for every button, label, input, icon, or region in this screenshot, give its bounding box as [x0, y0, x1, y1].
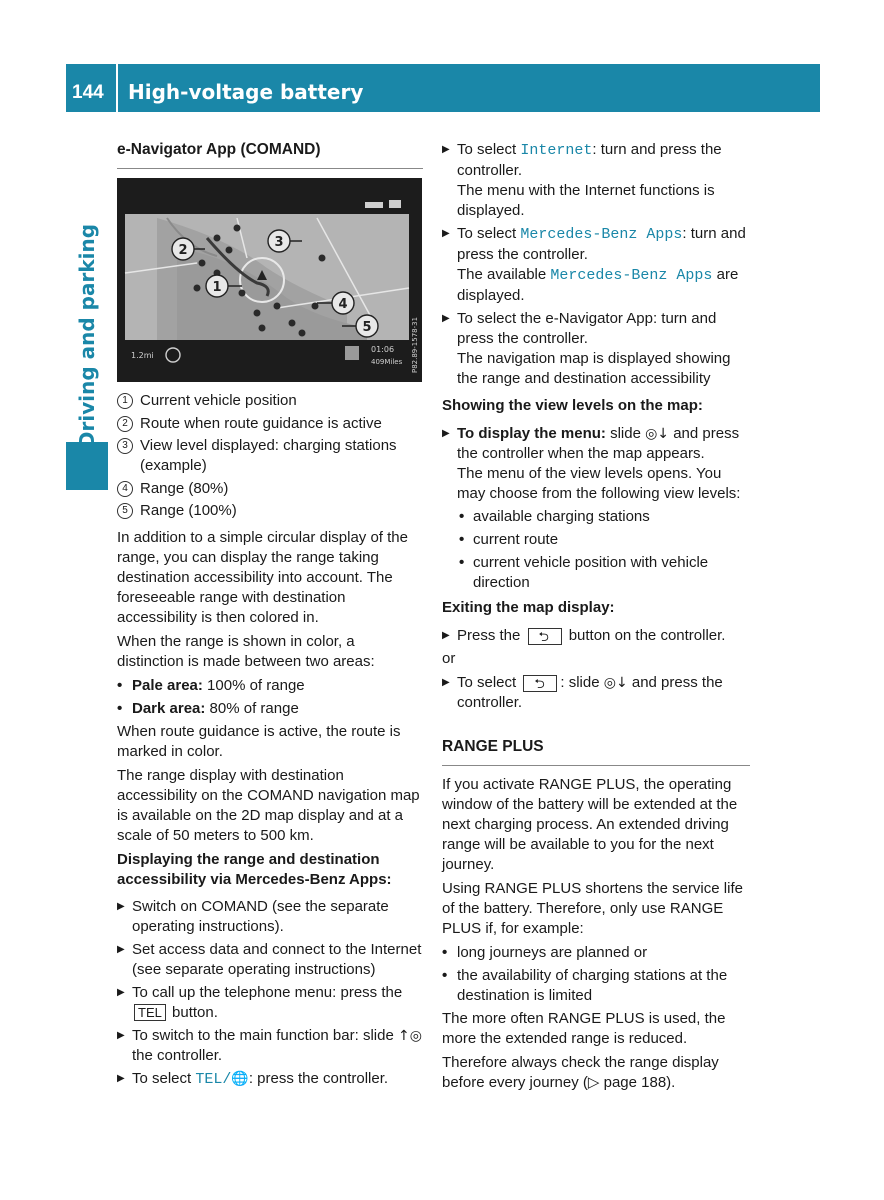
- list-item: • current route: [459, 531, 559, 548]
- map-scale-label: 1.2mi: [131, 351, 154, 360]
- map-side-code: P82.89-1578-31: [411, 316, 419, 373]
- back-button-icon: [528, 628, 562, 645]
- map-callout-2: 2: [178, 243, 188, 258]
- step-telephone-menu: ▶ To call up the telephone menu: press the TEL button.: [117, 984, 403, 1021]
- map-illustration: [117, 178, 422, 382]
- legend-item: 5 Range (100%): [117, 501, 423, 521]
- list-item: • available charging stations: [459, 508, 650, 525]
- map-callout-3: 3: [274, 235, 284, 250]
- paragraph-range-plus-intro: If you activate RANGE PLUS, the operating window of the battery will be extended at the next charging process. An extended driving range will be available to you for the next journey.: [442, 776, 738, 873]
- map-range-label: 409Miles: [371, 358, 403, 366]
- legend-item: 3 View level displayed: charging stations (example): [117, 436, 423, 476]
- step-main-function-bar: ▶ To switch to the main function bar: slide ↑◎ the controller.: [117, 1027, 422, 1064]
- or-text: or: [442, 650, 456, 667]
- right-column: [442, 140, 750, 1097]
- step-select-tel: ▶ To select TEL/🌐: press the controller.: [117, 1070, 389, 1088]
- bullet-pale-area: • Pale area: 100% of range: [117, 677, 305, 694]
- page-title: High-voltage battery: [128, 80, 364, 104]
- list-item: • current vehicle position with vehicle direction: [459, 554, 709, 591]
- header-divider: [116, 64, 118, 112]
- map-time-label: 01:06: [371, 345, 395, 354]
- paragraph-range-plus-check: Therefore always check the range display before every journey (▷ page 188).: [442, 1054, 719, 1091]
- back-button-icon: [523, 675, 557, 692]
- controller-slide-down-icon: ◎↓: [645, 426, 670, 442]
- step-select-internet: ▶ To select Internet: turn and press the controller. The menu with the Internet functions is displayed.: [442, 141, 722, 219]
- list-item: • long journeys are planned or: [442, 944, 648, 961]
- section-title-enavigator: e-Navigator App (COMAND): [117, 140, 423, 169]
- subheading-exit-map: Exiting the map display:: [442, 599, 615, 616]
- paragraph-range-plus-service: Using RANGE PLUS shortens the service life of the battery. Therefore, only use RANGE PLUS if, for example:: [442, 880, 743, 937]
- step-select-back: ▶ To select ⮌ : slide ◎↓ and press the controller.: [442, 673, 750, 713]
- legend-item: 2 Route when route guidance is active: [117, 414, 423, 434]
- section-title-range-plus: RANGE PLUS: [442, 737, 750, 766]
- tel-key: TEL: [134, 1004, 166, 1021]
- step-display-menu: ▶ To display the menu: slide ◎↓ and press the controller when the map appears. The menu of the view levels opens. You may choose from the following view levels:: [442, 425, 741, 502]
- paragraph-route-marked: When route guidance is active, the route is marked in color.: [117, 723, 401, 760]
- step-switch-on: ▶ Switch on COMAND (see the separate operating instructions).: [117, 898, 389, 935]
- navigation-map-image: [117, 178, 422, 382]
- step-select-enavigator: ▶ To select the e-Navigator App: turn and press the controller. The navigation map is displayed showing the range and destination accessibility: [442, 310, 731, 387]
- controller-slide-down-icon: ◎↓: [603, 675, 628, 691]
- globe-icon: 🌐: [231, 1071, 249, 1087]
- side-tab-label: Driving and parking: [75, 223, 100, 449]
- map-callout-5: 5: [362, 320, 372, 335]
- left-column: [117, 140, 423, 1093]
- paragraph-range-plus-reduced: The more often RANGE PLUS is used, the more the extended range is reduced.: [442, 1010, 726, 1047]
- bullet-dark-area: • Dark area: 80% of range: [117, 700, 299, 717]
- step-select-apps: ▶ To select Mercedes-Benz Apps: turn and press the controller. The available Mercedes-Benz Apps are displayed.: [442, 225, 746, 304]
- paragraph-range-intro: In addition to a simple circular display of the range, you can display the range taking destination accessibility into account. The foreseeable range with destination accessibility is then colored in.: [117, 529, 408, 626]
- step-set-access: ▶ Set access data and connect to the Internet (see separate operating instructions): [117, 941, 422, 978]
- step-press-back: ▶ Press the ⮌ button on the controller.: [442, 626, 750, 646]
- list-item: • the availability of charging stations at the destination is limited: [442, 967, 728, 1004]
- legend-item: 4 Range (80%): [117, 479, 423, 499]
- map-callout-1: 1: [212, 280, 222, 295]
- controller-slide-up-icon: ↑◎: [397, 1028, 422, 1044]
- subheading-view-levels: Showing the view levels on the map:: [442, 397, 703, 414]
- paragraph-range-color: When the range is shown in color, a distinction is made between two areas:: [117, 633, 375, 670]
- legend-item: 1 Current vehicle position: [117, 391, 423, 411]
- map-callout-4: 4: [338, 297, 348, 312]
- subheading-display-range: Displaying the range and destination accessibility via Mercedes-Benz Apps:: [117, 851, 392, 888]
- page-number: 144: [72, 82, 104, 103]
- paragraph-range-display: The range display with destination accessibility on the COMAND navigation map is available on the 2D map display and at a scale of 50 meters to 500 km.: [117, 767, 420, 844]
